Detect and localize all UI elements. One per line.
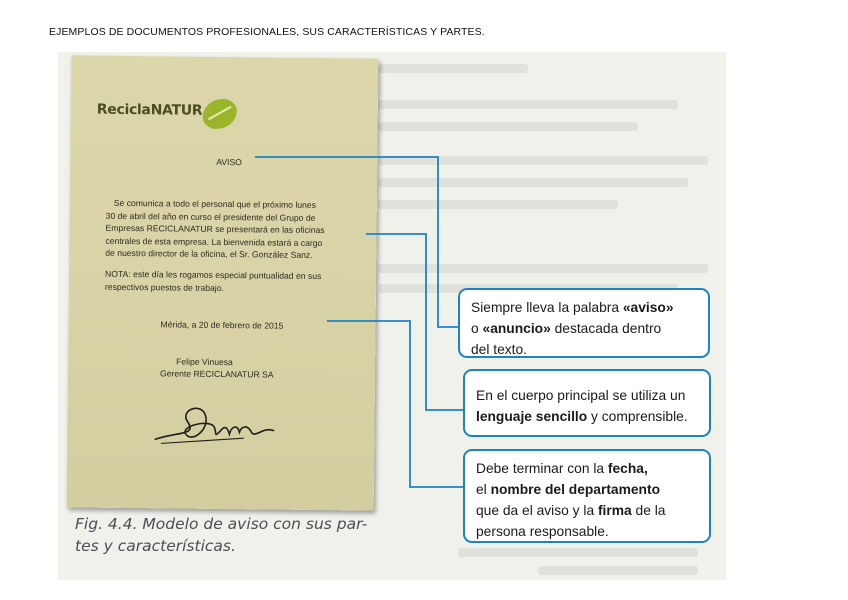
page-title: EJEMPLOS DE DOCUMENTOS PROFESIONALES, SUS CARACTERÍSTICAS Y PARTES. bbox=[49, 26, 485, 38]
connector-date bbox=[327, 321, 463, 487]
callout-heading bbox=[458, 288, 710, 358]
callout-line: del texto. bbox=[471, 342, 527, 357]
signer-role: Gerente RECICLANATUR SA bbox=[159, 368, 274, 380]
notice-heading: AVISO bbox=[216, 156, 242, 168]
note-line: NOTA: este día les rogamos especial puntualidad en sus bbox=[105, 268, 322, 282]
callout-line: o «anuncio» destacada dentro bbox=[471, 321, 662, 336]
callout-ending bbox=[463, 449, 711, 543]
callout-line: que da el aviso y la firma de la bbox=[476, 503, 666, 518]
caption-line: tes y características. bbox=[75, 537, 236, 555]
body-line: Empresas RECICLANATUR se presentará en las oficinas bbox=[105, 222, 325, 236]
body-line: 30 de abril del año en curso el presidente del Grupo de bbox=[105, 210, 316, 223]
notice-date: Mérida, a 20 de febrero de 2015 bbox=[160, 319, 284, 331]
caption-line: Fig. 4.4. Modelo de aviso con sus par- bbox=[75, 515, 368, 533]
callout-language bbox=[463, 369, 711, 437]
body-line: de nuestro director de la oficina, el Sr. González Sanz. bbox=[105, 247, 313, 260]
connector-body bbox=[366, 234, 463, 410]
callout-line: Siempre lleva la palabra «aviso» bbox=[471, 300, 674, 315]
body-line: centrales de esta empresa. La bienvenida estará a cargo bbox=[105, 235, 323, 248]
body-line: Se comunica a todo el personal que el próximo lunes bbox=[113, 197, 316, 210]
callout-line: Debe terminar con la fecha, bbox=[476, 461, 648, 476]
callout-line: persona responsable. bbox=[476, 524, 609, 539]
note-line: respectivos puestos de trabajo. bbox=[104, 281, 224, 293]
callout-line: el nombre del departamento bbox=[476, 482, 661, 497]
callout-line: lenguaje sencillo y comprensible. bbox=[476, 409, 688, 424]
signer-name: Felipe Vinuesa bbox=[176, 356, 233, 368]
logo-text: ReciclaNATUR bbox=[96, 101, 203, 119]
connector-heading bbox=[255, 157, 458, 327]
callout-line: En el cuerpo principal se utiliza un bbox=[476, 388, 686, 403]
